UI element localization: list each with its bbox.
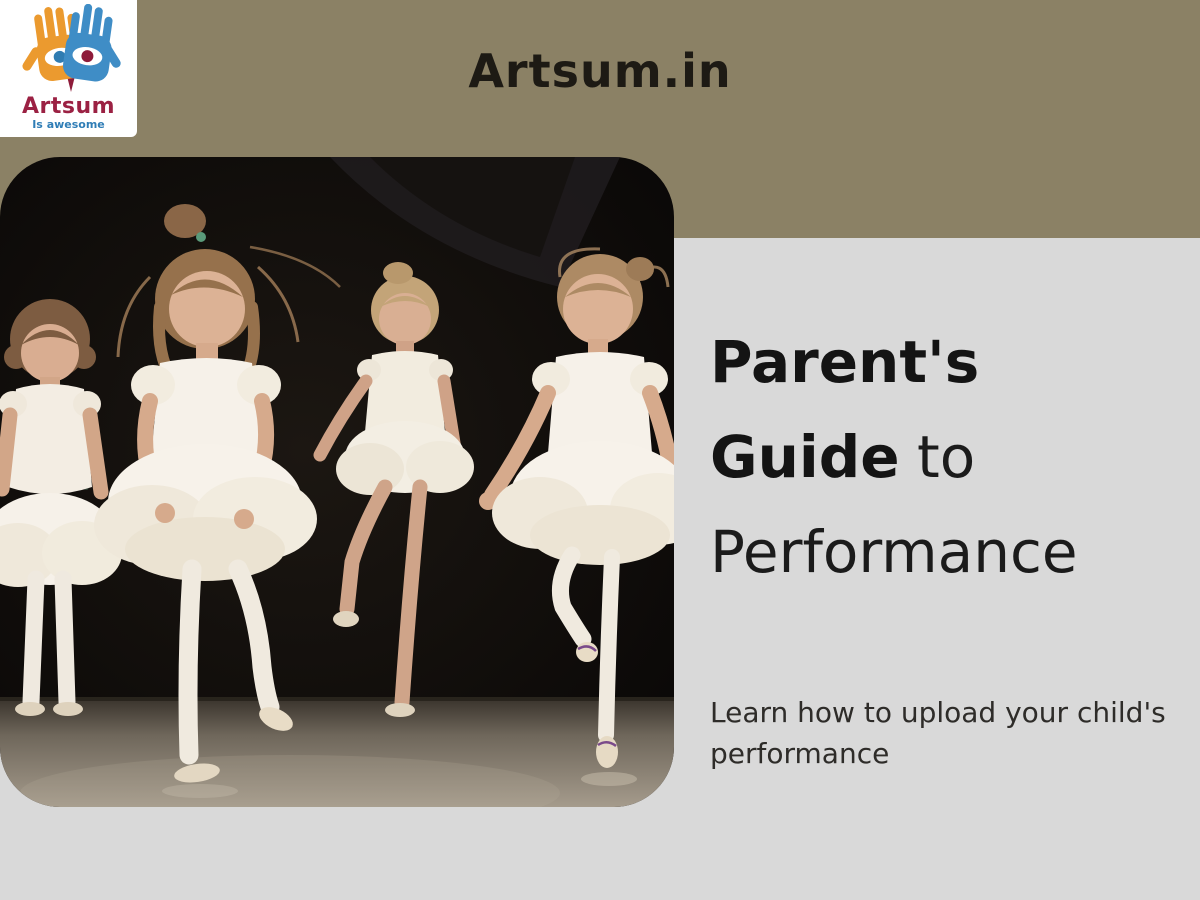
heading-line-1: Parent's — [710, 328, 980, 396]
ballet-scene — [0, 157, 674, 807]
ballet-photo — [0, 157, 674, 807]
logo-title: Artsum — [21, 94, 116, 119]
hands-logo-icon — [14, 4, 124, 96]
heading-line-3: Performance — [710, 518, 1078, 586]
logo-tagline: Is awesome — [32, 118, 105, 131]
logo-box — [0, 0, 137, 137]
hero-subtitle: Learn how to upload your child's performance — [710, 696, 1166, 770]
heading-line-2: Guide to — [710, 423, 976, 491]
floor-edge — [0, 697, 674, 701]
hero-heading — [710, 315, 1180, 600]
brand-title: Artsum.in — [468, 44, 732, 98]
